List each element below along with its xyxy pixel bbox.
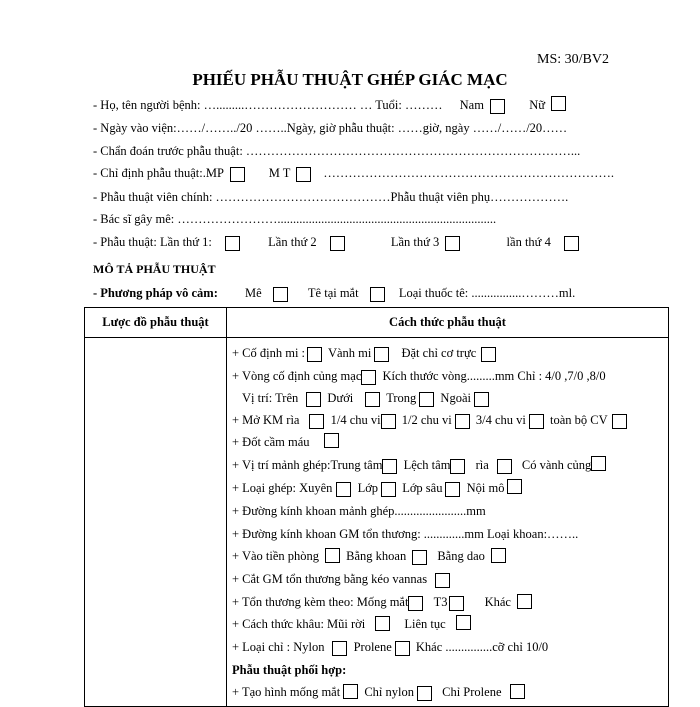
cautery-checkbox[interactable] — [324, 433, 339, 448]
excise-row — [232, 570, 453, 588]
indication-line — [93, 164, 614, 182]
female-label: Nữ — [529, 98, 546, 112]
by-knife-label: Bằng dao — [437, 549, 485, 563]
surgery-3-checkbox[interactable] — [445, 236, 460, 251]
quarter-circ-label: 1/4 chu vi — [330, 413, 381, 427]
rectus-suture-checkbox[interactable] — [481, 347, 496, 362]
other-suture-field[interactable]: Khác ...............cỡ chỉ 10/0 — [415, 640, 549, 654]
anesthesia-drug-field[interactable]: Loại thuốc tê: ................………ml. — [398, 286, 576, 300]
graft-limbal-label: rìa — [475, 458, 489, 472]
indication-mt-label: M T — [268, 166, 291, 180]
position-outer-label: Ngoài — [440, 391, 471, 405]
indication-label: - Chỉ định phẫu thuật:.MP — [93, 166, 224, 180]
half-circ-label: 1/2 chu vi — [401, 413, 452, 427]
anterior-chamber-checkbox[interactable] — [325, 548, 340, 563]
conjunctiva-opening-checkbox[interactable] — [309, 414, 324, 429]
other-lesion-label: Khác — [484, 595, 511, 609]
scleral-ring-checkbox[interactable] — [361, 370, 376, 385]
surgery-count-label: - Phẫu thuật: Lần thứ 1: — [93, 235, 212, 249]
graft-offset-label: Lệch tâm — [403, 458, 451, 472]
graft-trephine-row[interactable]: + Đường kính khoan mảnh ghép.......................mm — [232, 504, 486, 518]
graft-type-row — [232, 479, 525, 497]
general-anesthesia-checkbox[interactable] — [273, 287, 288, 302]
cautery-label: + Đốt cầm máu — [232, 435, 310, 449]
position-bottom-checkbox[interactable] — [365, 392, 380, 407]
excise-label: + Cắt GM tổn thương bằng kéo vannas — [232, 572, 428, 586]
graft-limbal-checkbox[interactable] — [497, 459, 512, 474]
suture-method-row — [232, 615, 474, 633]
ring-size-field[interactable]: Kích thước vòng.........mm Chỉ : 4/0 ,7/0 ,8/0 — [382, 369, 606, 383]
associated-lesion-row — [232, 593, 535, 611]
lid-ring-label: Vành mi — [327, 346, 372, 360]
method-column-header: Cách thức phẫu thuật — [389, 315, 506, 329]
surgery-4-checkbox[interactable] — [564, 236, 579, 251]
surgery-diagram-area[interactable] — [85, 338, 225, 706]
form-title: PHIẾU PHẪU THUẬT GHÉP GIÁC MẠC — [192, 70, 508, 89]
anesthesia-label: - Phương pháp vô cảm: — [93, 286, 218, 300]
anterior-chamber-row — [232, 547, 509, 565]
conjunctiva-opening-row — [232, 411, 630, 429]
graft-position-row — [232, 456, 609, 474]
indication-mt-checkbox[interactable] — [296, 167, 311, 182]
column-divider — [226, 308, 227, 706]
host-trephine-row[interactable]: + Đường kính khoan GM tổn thương: .............mm Loại khoan:…….. — [232, 527, 579, 541]
iridoplasty-prolene-label: Chỉ Prolene — [442, 685, 502, 699]
surgeon-line[interactable]: - Phẫu thuật viên chính: ……………………………………Phẫu thuật viên phụ………………. — [93, 190, 569, 204]
other-lesion-checkbox[interactable] — [517, 594, 532, 609]
male-label: Nam — [459, 98, 484, 112]
nylon-checkbox[interactable] — [332, 641, 347, 656]
continuous-label: Liên tục — [404, 617, 446, 631]
eyelid-fixation-label: + Cố định mi : — [232, 346, 306, 360]
position-top-label: Vị trí: Trên — [242, 391, 299, 405]
graft-endothelial-checkbox[interactable] — [507, 479, 522, 494]
indication-mp-checkbox[interactable] — [230, 167, 245, 182]
surgery-1-checkbox[interactable] — [225, 236, 240, 251]
graft-offset-checkbox[interactable] — [450, 459, 465, 474]
position-top-checkbox[interactable] — [306, 392, 321, 407]
form-code: MS: 30/BV2 — [537, 52, 609, 67]
lid-ring-checkbox[interactable] — [374, 347, 389, 362]
full-circ-checkbox[interactable] — [612, 414, 627, 429]
position-outer-checkbox[interactable] — [474, 392, 489, 407]
cautery-row — [232, 433, 342, 451]
patient-name-line — [93, 96, 569, 114]
eyelid-fixation-row — [232, 344, 499, 362]
rectus-suture-label: Đặt chỉ cơ trực — [401, 346, 477, 360]
nylon-label: + Loại chỉ : Nylon — [232, 640, 325, 654]
by-trephine-checkbox[interactable] — [412, 550, 427, 565]
surgery-3-label: Lần thứ 3 — [390, 235, 440, 249]
three-quarter-circ-checkbox[interactable] — [529, 414, 544, 429]
graft-deep-lamellar-label: Lớp sâu — [402, 481, 443, 495]
anesthetist-line[interactable]: - Bác sĩ gây mê: ……………………...................................................................... — [93, 212, 497, 226]
graft-deep-lamellar-checkbox[interactable] — [445, 482, 460, 497]
graft-penetrating-label: + Loại ghép: Xuyên — [232, 481, 333, 495]
graft-scleral-rim-checkbox[interactable] — [591, 456, 606, 471]
pre-diagnosis-line[interactable]: - Chẩn đoán trước phẫu thuật: ……………………………………………………………………... — [93, 144, 581, 158]
indication-dots[interactable]: ……………………………………………………………. — [323, 166, 615, 180]
position-bottom-label: Dưới — [327, 391, 354, 405]
full-circ-label: toàn bộ CV — [549, 413, 608, 427]
iridoplasty-nylon-checkbox[interactable] — [417, 686, 432, 701]
surgery-table — [84, 307, 669, 707]
t3-label: T3 — [433, 595, 448, 609]
scleral-ring-row — [232, 367, 606, 385]
position-row — [242, 389, 492, 407]
male-checkbox[interactable] — [490, 99, 505, 114]
graft-lamellar-label: Lớp — [357, 481, 379, 495]
local-anesthesia-label: Tê tại mắt — [307, 286, 359, 300]
patient-name-label: - Họ, tên người bệnh: ….........……………………… … Tuổi: ……… — [93, 98, 443, 112]
prolene-checkbox[interactable] — [395, 641, 410, 656]
graft-endothelial-label: Nội mô — [466, 481, 505, 495]
iridoplasty-nylon-label: Chỉ nylon — [364, 685, 414, 699]
by-trephine-label: Bằng khoan — [346, 549, 407, 563]
iridoplasty-prolene-checkbox[interactable] — [510, 684, 525, 699]
iridoplasty-label: + Tạo hình mống mắt — [232, 685, 341, 699]
position-inner-checkbox[interactable] — [419, 392, 434, 407]
general-anesthesia-label: Mê — [244, 286, 262, 300]
interrupted-checkbox[interactable] — [375, 616, 390, 631]
eyelid-fixation-checkbox[interactable] — [307, 347, 322, 362]
iris-lesion-label: + Tổn thương kèm theo: Mống mắt — [232, 595, 409, 609]
graft-center-label: + Vị trí mảnh ghép:Trung tâm — [232, 458, 383, 472]
half-circ-checkbox[interactable] — [455, 414, 470, 429]
iris-lesion-checkbox[interactable] — [408, 596, 423, 611]
prolene-label: Prolene — [353, 640, 392, 654]
local-anesthesia-checkbox[interactable] — [370, 287, 385, 302]
three-quarter-circ-label: 3/4 chu vi — [475, 413, 526, 427]
by-knife-checkbox[interactable] — [491, 548, 506, 563]
graft-center-checkbox[interactable] — [382, 459, 397, 474]
continuous-checkbox[interactable] — [456, 615, 471, 630]
surgery-count-line — [93, 233, 582, 251]
admission-line[interactable]: - Ngày vào viện:……/……../20 ……..Ngày, giờ phẫu thuật: ……giờ, ngày ……/……/20…… — [93, 121, 568, 135]
anesthesia-line — [93, 284, 575, 302]
iridoplasty-row — [232, 683, 528, 701]
anterior-chamber-label: + Vào tiền phòng — [232, 549, 320, 563]
combined-surgery-title: Phẫu thuật phối hợp: — [232, 663, 347, 677]
interrupted-label: + Cách thức khâu: Mũi rời — [232, 617, 366, 631]
scleral-ring-label: + Vòng cố định củng mạc — [232, 369, 362, 383]
graft-penetrating-checkbox[interactable] — [336, 482, 351, 497]
female-checkbox[interactable] — [551, 96, 566, 111]
section-title: MÔ TẢ PHẪU THUẬT — [93, 262, 216, 276]
excise-checkbox[interactable] — [435, 573, 450, 588]
iridoplasty-checkbox[interactable] — [343, 684, 358, 699]
t3-checkbox[interactable] — [449, 596, 464, 611]
conjunctiva-opening-label: + Mở KM rìa — [232, 413, 300, 427]
position-inner-label: Trong — [386, 391, 417, 405]
graft-scleral-rim-label: Có vành củng — [521, 458, 592, 472]
surgery-4-label: lần thứ 4 — [506, 235, 551, 249]
diagram-column-header: Lược đồ phẫu thuật — [102, 315, 209, 329]
surgery-2-checkbox[interactable] — [330, 236, 345, 251]
graft-lamellar-checkbox[interactable] — [381, 482, 396, 497]
surgery-2-label: Lần thứ 2 — [268, 235, 317, 249]
suture-type-row — [232, 638, 548, 656]
quarter-circ-checkbox[interactable] — [381, 414, 396, 429]
